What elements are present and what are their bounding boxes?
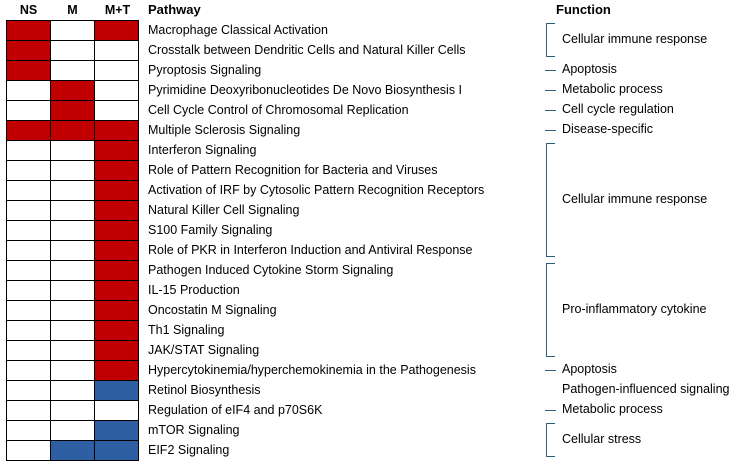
heatmap-cell-ns-21 (7, 441, 51, 461)
heatmap-cell-m-9 (51, 201, 95, 221)
heatmap-cell-m-t-1 (95, 41, 139, 61)
heatmap-cell-ns-1 (7, 41, 51, 61)
heatmap-row (7, 361, 139, 381)
pathway-label: Crosstalk between Dendritic Cells and Natural Killer Cells (148, 43, 466, 57)
heatmap-cell-m-4 (51, 101, 95, 121)
heatmap-cell-m-17 (51, 361, 95, 381)
heatmap-row (7, 81, 139, 101)
heatmap-cell-m-t-13 (95, 281, 139, 301)
heatmap-cell-m-20 (51, 421, 95, 441)
heatmap-cell-ns-16 (7, 341, 51, 361)
pathway-label: Role of PKR in Interferon Induction and Antiviral Response (148, 243, 473, 257)
heatmap-cell-m-0 (51, 21, 95, 41)
heatmap-row (7, 441, 139, 461)
heatmap-cell-m-t-21 (95, 441, 139, 461)
heatmap-cell-m-t-2 (95, 61, 139, 81)
heatmap-cell-m-21 (51, 441, 95, 461)
heatmap-row (7, 61, 139, 81)
pathway-label: Retinol Biosynthesis (148, 383, 261, 397)
pathway-label: EIF2 Signaling (148, 443, 230, 457)
pathway-label: Activation of IRF by Cytosolic Pattern Recognition Receptors (148, 183, 485, 197)
heatmap-cell-ns-6 (7, 141, 51, 161)
heatmap-cell-ns-20 (7, 421, 51, 441)
pathway-label: IL-15 Production (148, 283, 240, 297)
heatmap-cell-m-6 (51, 141, 95, 161)
heatmap-row (7, 21, 139, 41)
heatmap-cell-m-12 (51, 261, 95, 281)
heatmap-row (7, 321, 139, 341)
heatmap-cell-m-3 (51, 81, 95, 101)
function-brace (546, 143, 555, 257)
heatmap-cell-ns-8 (7, 181, 51, 201)
heatmap-cell-ns-3 (7, 81, 51, 101)
heatmap-cell-m-t-3 (95, 81, 139, 101)
pathway-label: mTOR Signaling (148, 423, 240, 437)
heatmap-row (7, 161, 139, 181)
heatmap-row (7, 201, 139, 221)
function-brace (546, 23, 555, 57)
heatmap-row (7, 261, 139, 281)
function-label: Cell cycle regulation (562, 102, 674, 116)
pathway-label: JAK/STAT Signaling (148, 343, 260, 357)
pathway-label: Role of Pattern Recognition for Bacteria and Viruses (148, 163, 438, 177)
function-brace (546, 263, 555, 357)
heatmap-row (7, 241, 139, 261)
pathway-label: Regulation of eIF4 and p70S6K (148, 403, 323, 417)
heatmap-cell-ns-19 (7, 401, 51, 421)
heatmap-row (7, 301, 139, 321)
heatmap-cell-m-t-5 (95, 121, 139, 141)
heatmap-cell-m-t-0 (95, 21, 139, 41)
pathway-label: Pyroptosis Signaling (148, 63, 262, 77)
pathway-label: Macrophage Classical Activation (148, 23, 328, 37)
heatmap-cell-ns-13 (7, 281, 51, 301)
function-label: Cellular stress (562, 432, 642, 446)
column-header-row (0, 0, 750, 20)
heatmap-cell-m-t-9 (95, 201, 139, 221)
heatmap-cell-ns-9 (7, 201, 51, 221)
heatmap-cell-ns-2 (7, 61, 51, 81)
heatmap-cell-m-t-15 (95, 321, 139, 341)
column-header-ns: NS (19, 3, 38, 17)
heatmap-cell-m-t-10 (95, 221, 139, 241)
function-label: Pro-inflammatory cytokine (562, 302, 707, 316)
pathway-label: Oncostatin M Signaling (148, 303, 277, 317)
function-label: Metabolic process (562, 402, 663, 416)
heatmap-cell-m-8 (51, 181, 95, 201)
heatmap-cell-m-2 (51, 61, 95, 81)
function-brace (546, 423, 555, 457)
function-column-header: Function (556, 2, 611, 17)
heatmap-grid (6, 20, 139, 461)
heatmap-cell-m-15 (51, 321, 95, 341)
heatmap-row (7, 121, 139, 141)
heatmap-cell-ns-14 (7, 301, 51, 321)
heatmap-cell-ns-11 (7, 241, 51, 261)
column-header-mt: M+T (104, 3, 131, 17)
function-label: Cellular immune response (562, 32, 708, 46)
heatmap-cell-m-t-7 (95, 161, 139, 181)
function-label: Cellular immune response (562, 192, 708, 206)
pathway-label: Multiple Sclerosis Signaling (148, 123, 301, 137)
function-dash (545, 130, 556, 131)
pathway-label: Hypercytokinemia/hyperchemokinemia in the Pathogenesis (148, 363, 476, 377)
heatmap-cell-ns-15 (7, 321, 51, 341)
heatmap-cell-m-t-20 (95, 421, 139, 441)
heatmap-row (7, 341, 139, 361)
function-dash (545, 410, 556, 411)
heatmap-cell-ns-5 (7, 121, 51, 141)
function-label: Metabolic process (562, 82, 663, 96)
heatmap-cell-m-5 (51, 121, 95, 141)
pathway-label: Cell Cycle Control of Chromosomal Replication (148, 103, 409, 117)
heatmap-cell-m-t-12 (95, 261, 139, 281)
column-header-m: M (67, 3, 78, 17)
heatmap-cell-m-18 (51, 381, 95, 401)
heatmap-row (7, 221, 139, 241)
heatmap-cell-m-11 (51, 241, 95, 261)
heatmap-cell-m-7 (51, 161, 95, 181)
pathway-label: Pyrimidine Deoxyribonucleotides De Novo Biosynthesis I (148, 83, 463, 97)
heatmap-row (7, 41, 139, 61)
heatmap-cell-m-1 (51, 41, 95, 61)
heatmap-row (7, 401, 139, 421)
heatmap-cell-ns-17 (7, 361, 51, 381)
heatmap-row (7, 181, 139, 201)
pathway-label: Th1 Signaling (148, 323, 225, 337)
heatmap-cell-m-t-14 (95, 301, 139, 321)
heatmap-cell-m-t-11 (95, 241, 139, 261)
heatmap-row (7, 381, 139, 401)
heatmap-cell-m-t-18 (95, 381, 139, 401)
heatmap-cell-m-10 (51, 221, 95, 241)
heatmap-cell-m-19 (51, 401, 95, 421)
heatmap-cell-ns-10 (7, 221, 51, 241)
heatmap-row (7, 421, 139, 441)
heatmap-row (7, 281, 139, 301)
heatmap-cell-m-16 (51, 341, 95, 361)
heatmap-cell-m-t-16 (95, 341, 139, 361)
heatmap-cell-m-t-8 (95, 181, 139, 201)
heatmap-row (7, 101, 139, 121)
pathway-label-column (145, 20, 545, 460)
heatmap-cell-ns-7 (7, 161, 51, 181)
heatmap-cell-ns-0 (7, 21, 51, 41)
function-label: Apoptosis (562, 62, 617, 76)
pathway-label: Natural Killer Cell Signaling (148, 203, 300, 217)
heatmap-cell-ns-12 (7, 261, 51, 281)
function-dash (545, 370, 556, 371)
function-annotation-column (540, 20, 750, 446)
heatmap-cell-m-14 (51, 301, 95, 321)
heatmap-cell-m-t-19 (95, 401, 139, 421)
heatmap-cell-m-t-4 (95, 101, 139, 121)
function-label: Pathogen-influenced signaling (562, 382, 730, 396)
function-dash (545, 110, 556, 111)
pathway-label: Interferon Signaling (148, 143, 257, 157)
function-dash (545, 70, 556, 71)
pathway-column-header: Pathway (148, 2, 201, 17)
heatmap-cell-ns-4 (7, 101, 51, 121)
heatmap-cell-m-t-17 (95, 361, 139, 381)
heatmap-cell-m-13 (51, 281, 95, 301)
heatmap-cell-ns-18 (7, 381, 51, 401)
function-label: Disease-specific (562, 122, 654, 136)
function-label: Apoptosis (562, 362, 617, 376)
heatmap-row (7, 141, 139, 161)
pathway-label: S100 Family Signaling (148, 223, 273, 237)
heatmap-cell-m-t-6 (95, 141, 139, 161)
function-dash (545, 90, 556, 91)
pathway-label: Pathogen Induced Cytokine Storm Signaling (148, 263, 394, 277)
